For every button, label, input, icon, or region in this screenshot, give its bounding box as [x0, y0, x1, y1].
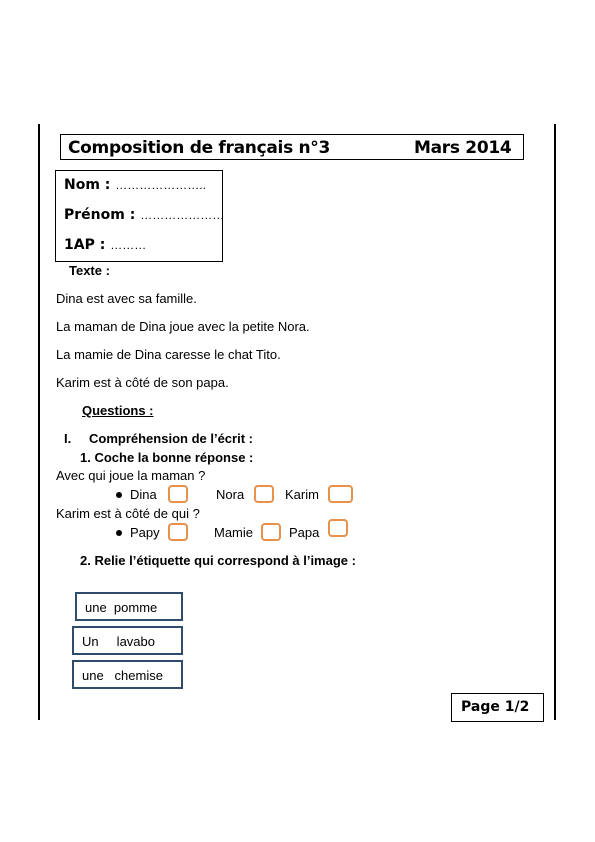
checkbox-dina[interactable]: [168, 485, 188, 503]
exam-title: Composition de français n°3: [68, 138, 331, 158]
label-chemise[interactable]: [72, 660, 183, 689]
title-box: [60, 134, 524, 160]
label-pomme-text: une pomme: [85, 600, 158, 615]
label-lavabo-text: Un lavabo: [82, 634, 155, 649]
q1-item1-option-dina: Dina: [130, 487, 157, 502]
page-number: Page 1/2: [461, 699, 530, 715]
class-label: 1AP :: [64, 237, 106, 253]
label-pomme[interactable]: [75, 592, 183, 621]
left-margin-rule: [38, 124, 40, 720]
class-field[interactable]: ………: [110, 238, 147, 252]
right-margin-rule: [554, 124, 556, 720]
checkbox-papa[interactable]: [328, 519, 348, 537]
texte-line-1: Dina est avec sa famille.: [56, 291, 197, 306]
texte-line-3: La mamie de Dina caresse le chat Tito.: [56, 347, 281, 362]
q1-item2-option-papa: Papa: [289, 525, 320, 540]
checkbox-karim[interactable]: [328, 485, 353, 503]
q1-item2-question: Karim est à côté de qui ?: [56, 506, 200, 521]
prenom-field[interactable]: …………………: [140, 208, 225, 222]
q1-item2-option-papy: Papy: [130, 525, 160, 540]
label-lavabo[interactable]: [72, 626, 183, 655]
nom-label: Nom :: [64, 177, 111, 193]
section-title: Compréhension de l’écrit :: [89, 431, 253, 446]
q1-item2-option-mamie: Mamie: [214, 525, 254, 540]
bullet-icon: [116, 492, 122, 498]
page-number-box: [451, 693, 544, 722]
label-chemise-text: une chemise: [82, 668, 163, 683]
prenom-label: Prénom :: [64, 207, 136, 223]
texte-heading: Texte :: [69, 263, 110, 278]
q1-item1-question: Avec qui joue la maman ?: [56, 468, 206, 483]
q1-item1-option-karim: Karim: [285, 487, 319, 502]
q1-item1-option-nora: Nora: [216, 487, 245, 502]
nom-field[interactable]: …………………..: [115, 178, 206, 192]
class-line: [64, 237, 146, 253]
checkbox-nora[interactable]: [254, 485, 274, 503]
checkbox-mamie[interactable]: [261, 523, 281, 541]
checkbox-papy[interactable]: [168, 523, 188, 541]
prenom-line: [64, 207, 224, 223]
bullet-icon: [116, 530, 122, 536]
texte-line-4: Karim est à côté de son papa.: [56, 375, 229, 390]
q2-title: 2. Relie l’étiquette qui correspond à l’image :: [80, 553, 356, 568]
section-number: I.: [64, 431, 72, 446]
texte-line-2: La maman de Dina joue avec la petite Nora.: [56, 319, 310, 334]
student-info-box: [55, 170, 223, 262]
questions-heading: Questions :: [82, 403, 154, 418]
nom-line: [64, 177, 206, 193]
exam-date: Mars 2014: [414, 138, 512, 158]
q1-title: 1. Coche la bonne réponse :: [80, 450, 254, 465]
